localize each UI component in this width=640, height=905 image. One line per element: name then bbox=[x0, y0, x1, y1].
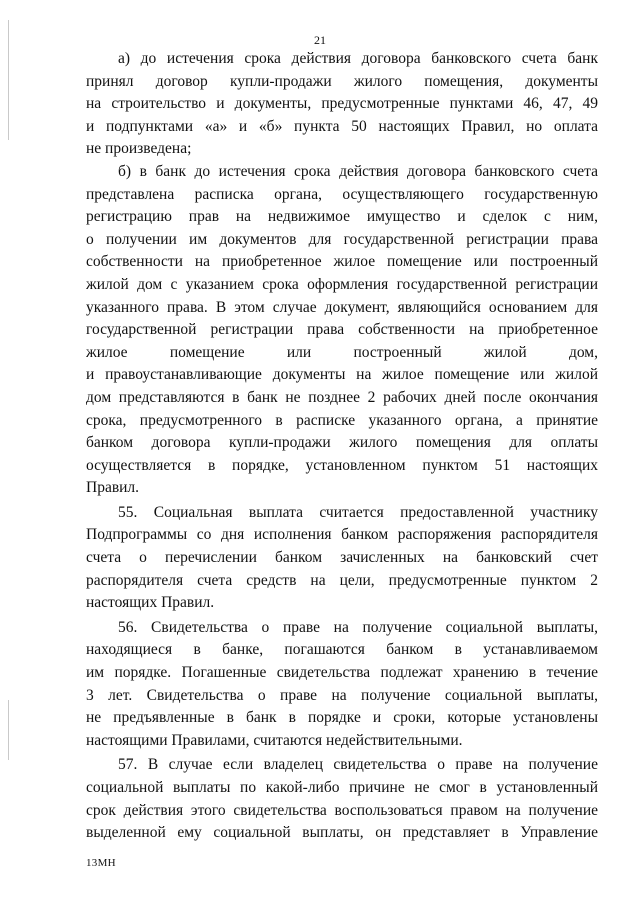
text-line: 56. Свидетельства о праве на получение социальной выплаты, bbox=[118, 618, 598, 636]
text-line: осуществляется в порядке, установленном пунктом 51 настоящих bbox=[86, 456, 598, 474]
text-line: срок действия этого свидетельства воспользоваться правом на получение bbox=[86, 801, 598, 819]
footer-code: 13MH bbox=[86, 857, 116, 869]
text-line: регистрацию прав на недвижимое имущество и сделок с ним, bbox=[86, 208, 598, 226]
text-line: принял договор купли-продажи жилого помещения, документы bbox=[86, 72, 598, 90]
text-line: срока, предусмотренного в расписке указанного органа, а принятие bbox=[86, 411, 598, 429]
text-line: жилое помещение или построенный жилой дом, bbox=[86, 343, 598, 361]
text-line: не предъявленные в банк в порядке и сроки, которые установлены bbox=[86, 709, 598, 727]
text-line: собственности на приобретенное жилое помещение или построенный bbox=[86, 253, 598, 271]
document-body bbox=[86, 48, 598, 845]
text-line: распорядителя счета средств на цели, предусмотренные пунктом 2 bbox=[86, 571, 598, 589]
text-line: находящиеся в банке, погашаются банком в устанавливаемом bbox=[86, 641, 598, 659]
text-line: дом представляются в банк не позднее 2 рабочих дней после окончания bbox=[86, 388, 598, 406]
text-line: счета о перечислении банком зачисленных на банковский счет bbox=[86, 549, 598, 567]
text-line: банком договора купли-продажи жилого помещения для оплаты bbox=[86, 434, 598, 452]
text-line: Правил. bbox=[86, 479, 140, 497]
text-line: 55. Социальная выплата считается предоставленной участнику bbox=[118, 503, 598, 521]
text-line: жилой дом с указанием срока оформления государственной регистрации bbox=[86, 275, 598, 293]
text-line: социальной выплаты по какой-либо причине не смог в установленный bbox=[86, 779, 598, 796]
text-line: 3 лет. Свидетельства о праве на получение социальной выплаты, bbox=[86, 686, 598, 704]
text-line: а) до истечения срока действия договора банковского счета банк bbox=[118, 50, 598, 67]
text-line: выделенной ему социальной выплаты, он представляет в Управление bbox=[86, 824, 598, 842]
text-line: представлена расписка органа, осуществляющего государственную bbox=[86, 185, 598, 203]
text-line: государственной регистрации права собственности на приобретенное bbox=[86, 321, 598, 339]
text-line: и подпунктами «а» и «б» пункта 50 настоящих Правил, но оплата bbox=[86, 117, 598, 135]
text-line: указанного права. В этом случае документ, являющийся основанием для bbox=[86, 298, 598, 316]
text-line: настоящими Правилами, считаются недействительными. bbox=[86, 731, 463, 749]
text-line: настоящих Правил. bbox=[86, 594, 215, 612]
text-line: им порядке. Погашенные свидетельства подлежат хранению в течение bbox=[86, 664, 598, 682]
page-number: 21 bbox=[314, 33, 326, 47]
text-line: Подпрограммы со дня исполнения банком распоряжения распорядителя bbox=[86, 526, 598, 544]
scan-edge-mark bbox=[8, 20, 9, 140]
text-line: и правоустанавливающие документы на жилое помещение или жилой bbox=[86, 366, 598, 384]
text-line: о получении им документов для государственной регистрации права bbox=[86, 230, 598, 248]
text-line: на строительство и документы, предусмотренные пунктами 46, 47, 49 bbox=[86, 95, 598, 113]
text-line: б) в банк до истечения срока действия договора банковского счета bbox=[118, 162, 598, 180]
text-line: не произведена; bbox=[86, 140, 192, 158]
scan-edge-mark bbox=[8, 700, 9, 760]
text-line: 57. В случае если владелец свидетельства о праве на получение bbox=[118, 756, 598, 774]
